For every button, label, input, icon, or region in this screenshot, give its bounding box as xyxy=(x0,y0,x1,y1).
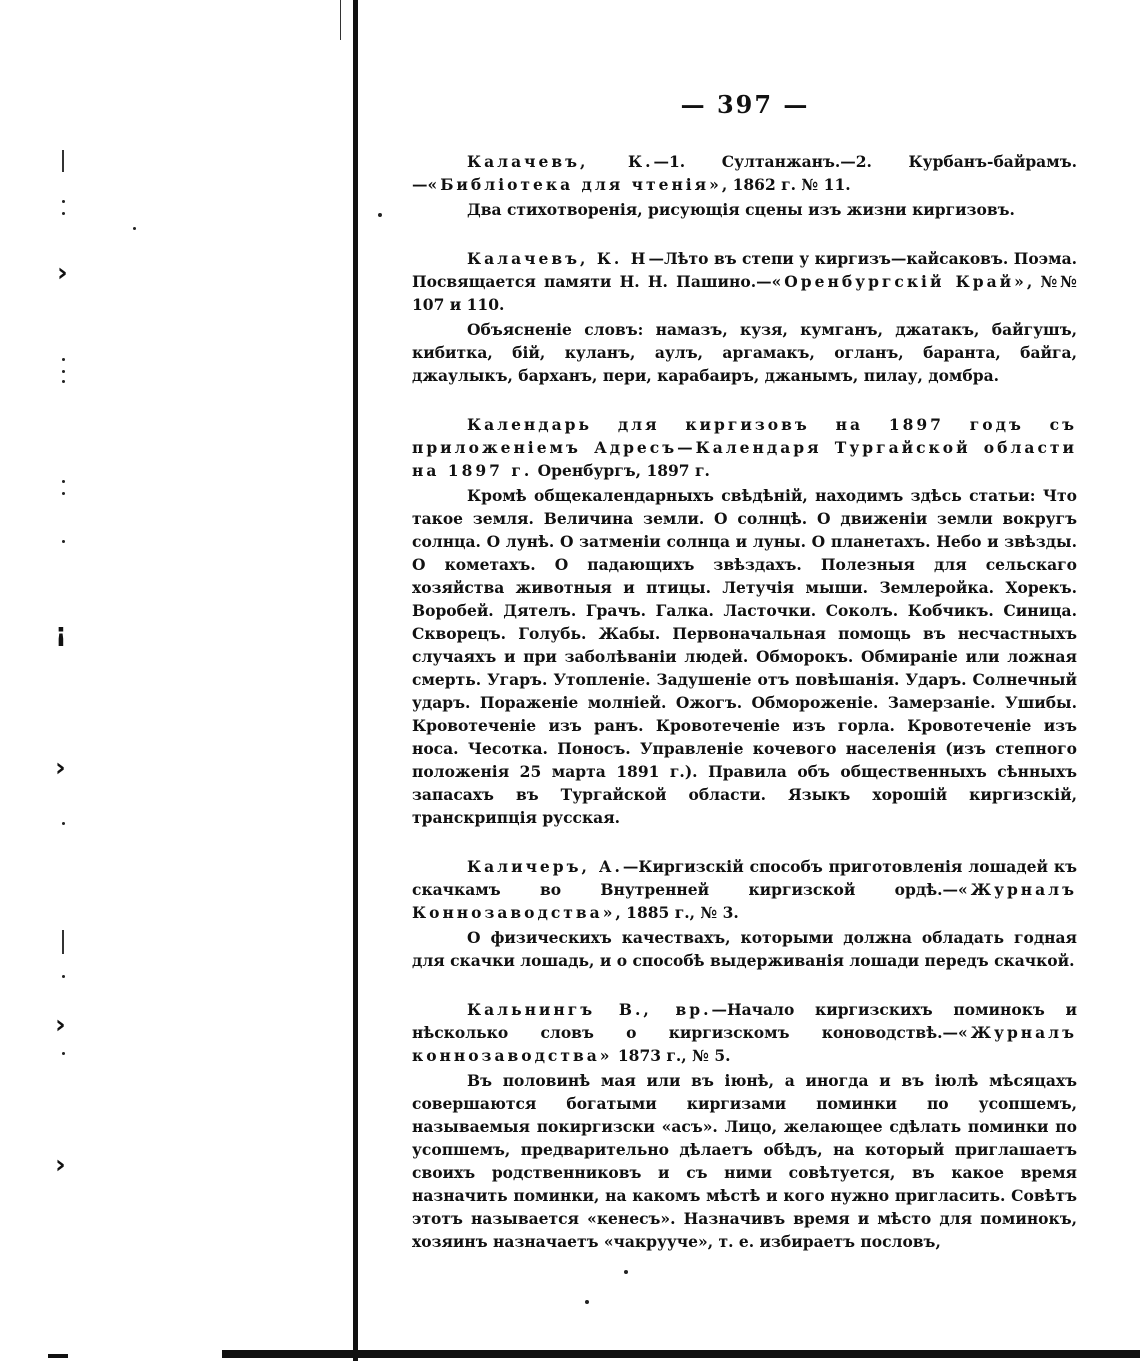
margin-dot xyxy=(62,822,65,825)
margin-dot xyxy=(62,540,65,543)
margin-dot xyxy=(62,200,65,203)
margin-dot xyxy=(62,370,65,373)
entry-title: —Лѣто въ степи у киргизъ—кайсаковъ. Поэма. Посвящается памяти Н. Н. Пашино.— xyxy=(412,249,1078,291)
entry-citation xyxy=(412,998,1077,1067)
margin-dot xyxy=(62,1052,65,1055)
entry-annotation: О физическихъ качествахъ, которыми должна обладать годная для скачки лошадь, и о способѣ выдерживанія лошади передъ скачкой. xyxy=(412,928,1077,970)
margin-arrow-icon: › xyxy=(55,1150,66,1180)
entry-annotation: Два стихотворенія, рисующія сцены изъ жизни киргизовъ. xyxy=(467,200,1015,219)
entry-annotation: Въ половинѣ мая или въ іюнѣ, а иногда и въ іюлѣ мѣсяцахъ совершаются богатыми киргизами поминки по усопшемъ, называемыя покиргизски «асъ». Лицо, желающее сдѣлать поминки по усопшемъ, предварительно дѣлаетъ обѣдъ, на который приглашаетъ своихъ родственниковъ и съ ними совѣтуется, въ какое время назначить поминки, на какомъ мѣстѣ и кого нужно пригласить. Совѣтъ этотъ называется «кенесъ». Назначивъ время и мѣсто для поминокъ, хозяинъ назначаетъ «чакрууче», т. е. избираетъ пословъ, xyxy=(412,1071,1077,1251)
entry-author: Кальнингъ В., вр. xyxy=(467,1000,712,1019)
entry-author: Каличеръ, А. xyxy=(467,857,623,876)
entry-source: «Библіотека для чтенія» xyxy=(427,175,722,194)
entry-tail: , №№ 107 и 110. xyxy=(412,272,1077,314)
entry-author: Калачевъ, К. Н xyxy=(467,249,649,268)
margin-dot xyxy=(133,227,136,230)
bibliography-entry xyxy=(412,413,1077,829)
margin-arrow-icon: › xyxy=(55,753,66,783)
bibliography-entry xyxy=(412,998,1077,1253)
entry-annotation: Кромѣ общекалендарныхъ свѣдѣній, находимъ здѣсь статьи: Что такое земля. Величина земли. О солнцѣ. О движеніи земли вокругъ солнца. О лунѣ. О затменіи солнца и луны. О планетахъ. Небо и звѣзды. О кометахъ. О падающихъ звѣздахъ. Полезныя для сельскаго хозяйства животныя и птицы. Летучія мыши. Землеройка. Хорекъ. Воробей. Дятелъ. Грачъ. Галка. Ласточки. Соколъ. Кобчикъ. Синица. Скворецъ. Голубь. Жабы. Первоначальная помощь въ несчастныхъ случаяхъ и при заболѣваніи людей. Обморокъ. Обмираніе или ложная смерть. Угаръ. Утопленіе. Задушеніе отъ повѣшанія. Ударъ. Солнечный ударъ. Пораженіе молніей. Ожогъ. Обмороженіе. Замерзаніе. Ушибы. Кровотеченіе изъ ранъ. Кровотеченіе изъ горла. Кровотеченіе изъ носа. Чесотка. Поносъ. Управленіе кочевого населенія (изъ степного положенія 25 марта 1891 г.). Правила объ общественныхъ сѣнныхъ запасахъ въ Тургайской области. Языкъ хорошій киргизскій, транскрипція русская. xyxy=(412,486,1077,827)
margin-dot xyxy=(62,480,65,483)
entry-tail: , 1862 г. № 11. xyxy=(721,175,851,194)
margin-dot xyxy=(62,358,65,361)
margin-arrow-icon: › xyxy=(57,258,68,288)
margin-mark xyxy=(62,150,64,172)
margin-dot xyxy=(62,492,65,495)
entry-citation xyxy=(412,413,1077,482)
margin-mark xyxy=(62,930,64,954)
entry-tail: Оренбургъ, 1897 г. xyxy=(532,461,710,480)
entry-citation xyxy=(412,150,1077,196)
stray-dot xyxy=(585,1300,589,1304)
entry-title: —Начало киргизскихъ поминокъ и нѣсколько словъ о киргизскомъ коноводствѣ.— xyxy=(412,1000,1077,1042)
bottom-rule xyxy=(222,1350,1140,1358)
bibliography-entry xyxy=(412,150,1077,221)
entry-annotation: Объясненіе словъ: намазъ, кузя, кумганъ, джатакъ, байгушъ, кибитка, бій, куланъ, аулъ, аргамакъ, огланъ, баранта, байга, джаулыкъ, барханъ, пери, карабаиръ, джанымъ, пилау, домбра. xyxy=(412,320,1077,385)
bibliography-entry xyxy=(412,247,1077,387)
stray-dot xyxy=(378,213,382,217)
margin-arrow-icon: › xyxy=(55,1010,66,1040)
binding-edge-thin xyxy=(340,0,341,40)
entry-author: Календарь для киргизовъ на 1897 годъ съ приложеніемъ Адресъ—Календаря Тургайской области на 1897 г. xyxy=(412,415,1077,480)
entry-title: —1. Султанжанъ.—2. Курбанъ-байрамъ.— xyxy=(412,152,1077,194)
entry-tail: , 1885 г., № 3. xyxy=(615,903,739,922)
entry-source: «Оренбургскій Край» xyxy=(771,272,1027,291)
bibliography-entry xyxy=(412,855,1077,972)
entry-citation xyxy=(412,247,1077,316)
margin-dot xyxy=(62,380,65,383)
entry-citation xyxy=(412,855,1077,924)
binding-edge xyxy=(353,0,358,1361)
entry-author: Калачевъ, К. xyxy=(467,152,654,171)
bibliography-column xyxy=(412,150,1077,1279)
page-number: — 397 — xyxy=(680,90,810,119)
bottom-rule-fragment xyxy=(48,1354,68,1358)
margin-exclamation-icon: ¡ xyxy=(55,618,67,648)
entry-tail: 1873 г., № 5. xyxy=(612,1046,731,1065)
entry-source: «Журналъ Коннозаводства» xyxy=(412,880,1077,922)
margin-dot xyxy=(62,212,65,215)
margin-dot xyxy=(62,975,65,978)
entry-title: —Киргизскій способъ приготовленія лошадей къ скачкамъ во Внутренней киргизской ордѣ.— xyxy=(412,857,1077,899)
entry-source: «Журналъ коннозаводства» xyxy=(412,1023,1077,1065)
